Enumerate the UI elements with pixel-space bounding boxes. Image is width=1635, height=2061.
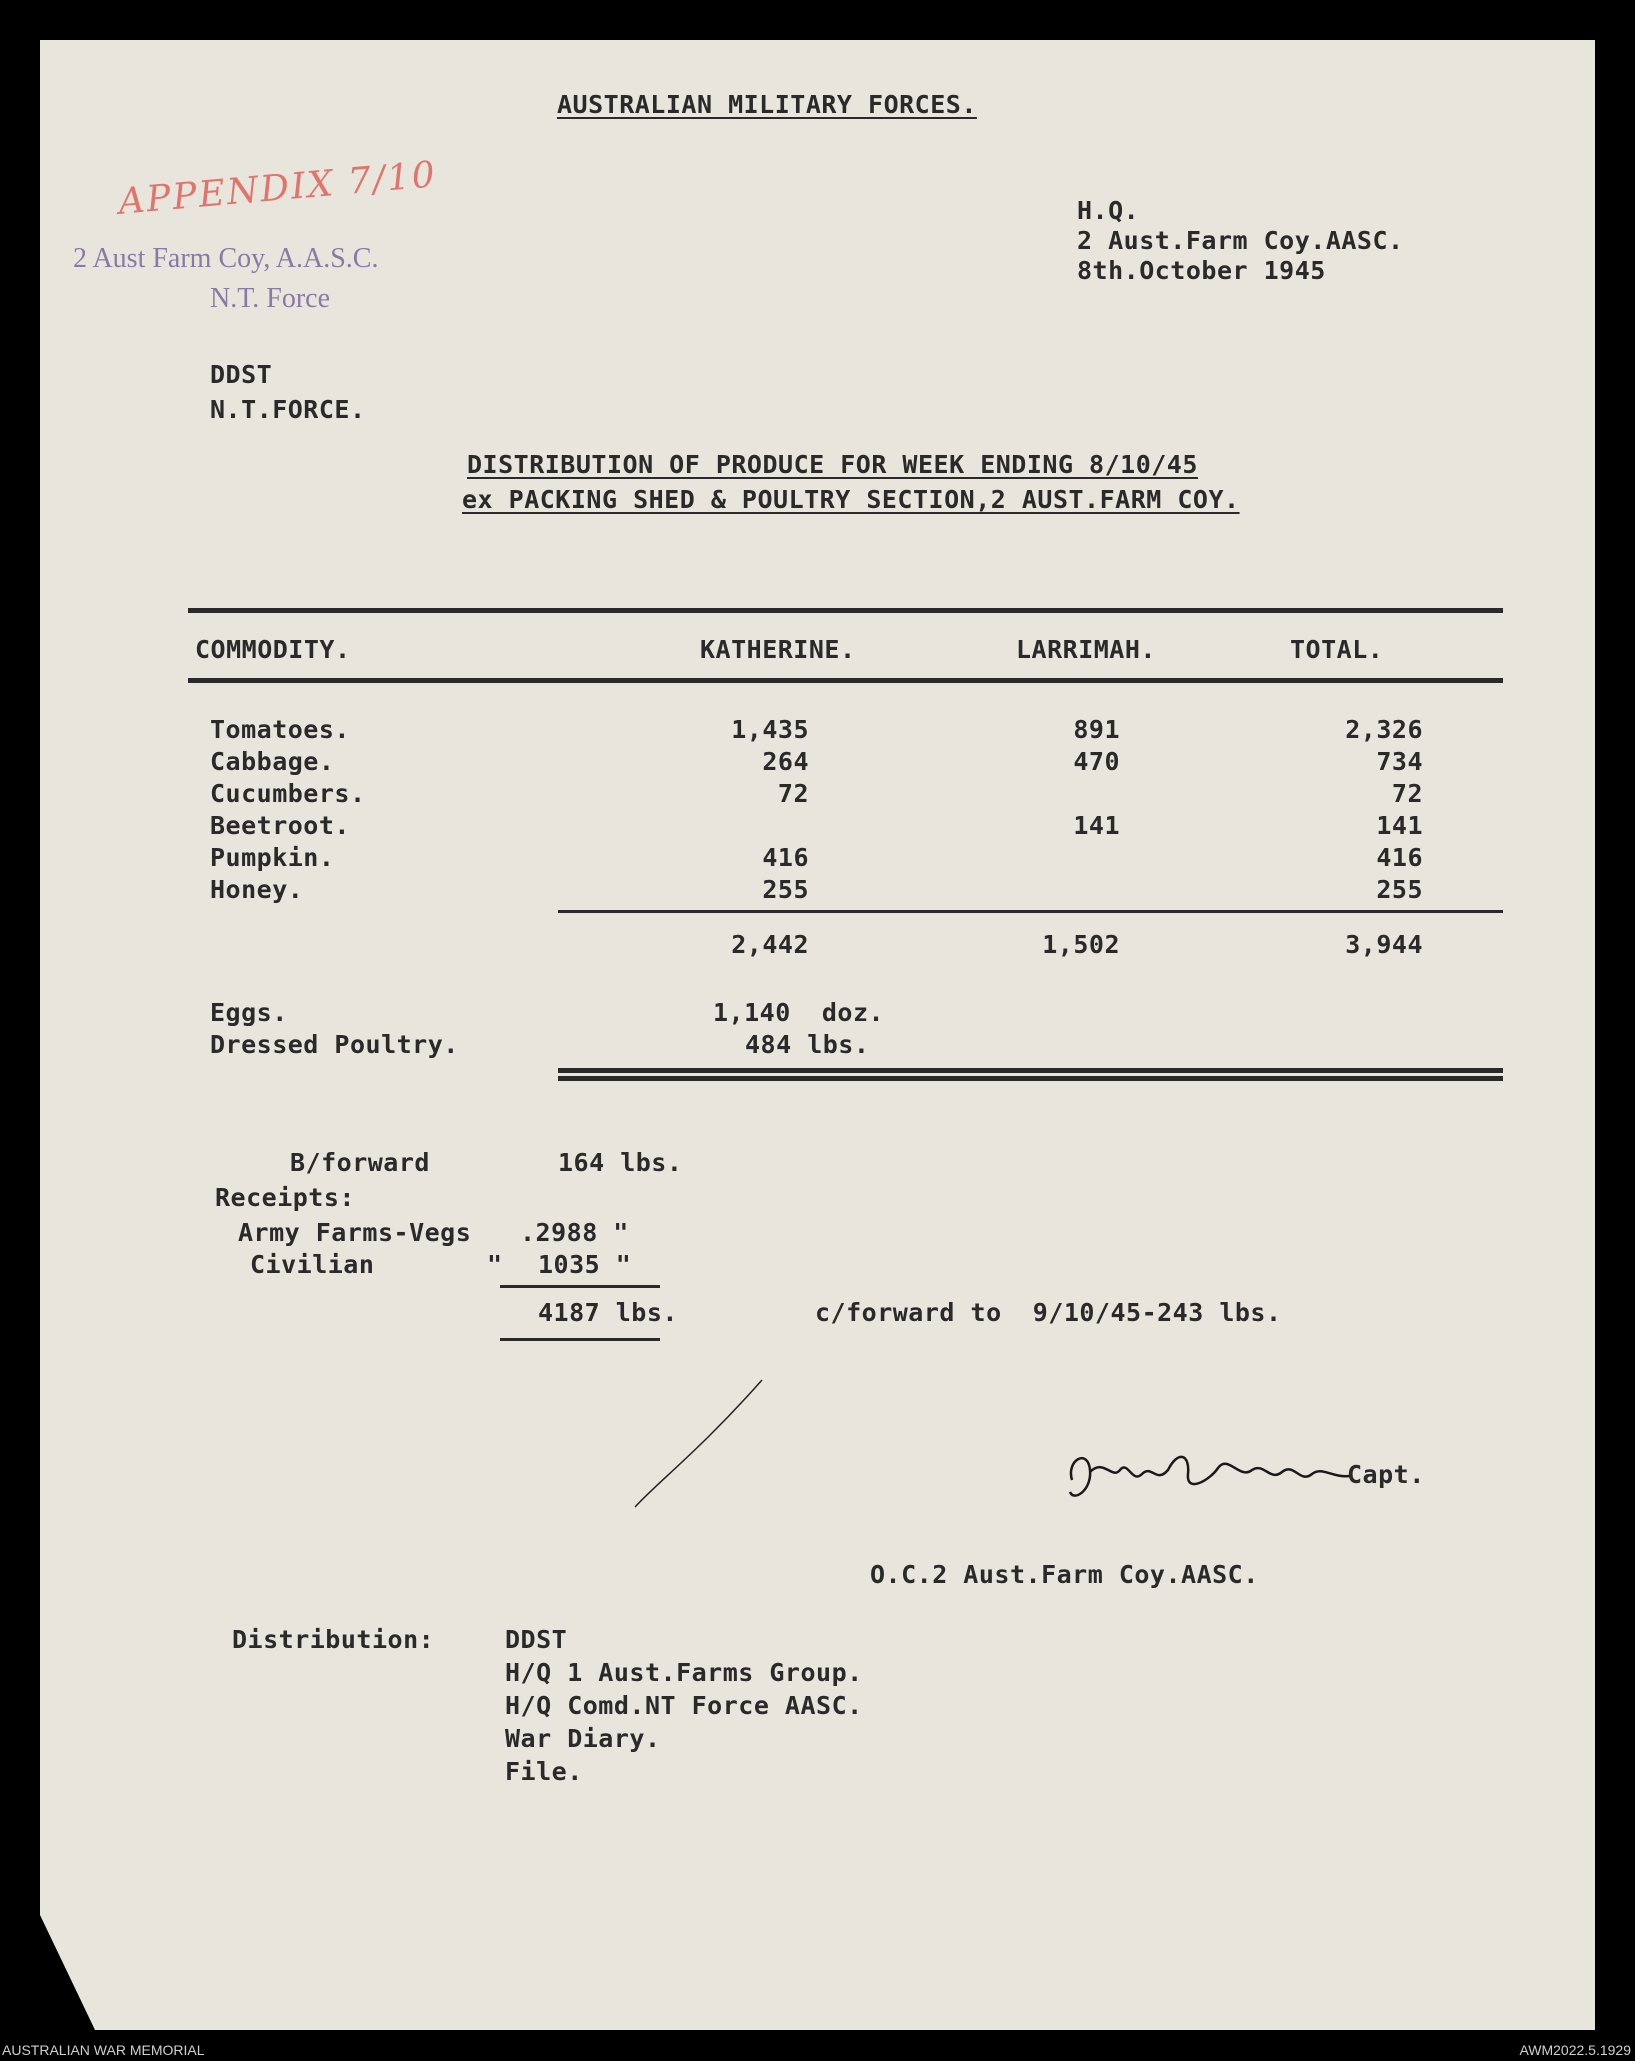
commodity-cell: Pumpkin.	[210, 843, 335, 872]
hq-line2: 2 Aust.Farm Coy.AASC.	[1077, 226, 1404, 255]
katherine-cell: 264	[762, 747, 809, 776]
total-cell: 141	[1376, 811, 1423, 840]
table-top-rule	[188, 608, 1503, 613]
katherine-cell: 1,435	[731, 715, 809, 744]
subject-line1: DISTRIBUTION OF PRODUCE FOR WEEK ENDING 8/10/45	[467, 450, 1198, 479]
table-header-katherine: KATHERINE.	[700, 635, 856, 664]
army-farms-value: .2988 "	[520, 1218, 629, 1247]
ledger-sum-rule	[500, 1285, 660, 1288]
addressee-line1: DDST	[210, 360, 273, 389]
katherine-cell: 72	[777, 779, 809, 808]
larrimah-cell: 470	[1073, 747, 1120, 776]
distribution-item: H/Q Comd.NT Force AASC.	[505, 1691, 863, 1720]
signature-scribble	[1060, 1440, 1360, 1510]
civilian-value: 1035 "	[538, 1250, 632, 1279]
commodity-cell: Cucumbers.	[210, 779, 366, 808]
total-cell: 72	[1391, 779, 1423, 808]
commodity-cell: Dressed Poultry.	[210, 1030, 459, 1059]
katherine-cell: 255	[762, 875, 809, 904]
commodity-cell: Tomatoes.	[210, 715, 350, 744]
grand-total: 3,944	[1345, 930, 1423, 959]
bforward-label: B/forward	[290, 1148, 430, 1177]
signatory-rank: Capt.	[1347, 1460, 1425, 1489]
ledger-bottom-rule	[500, 1338, 660, 1341]
distribution-item: DDST	[505, 1625, 568, 1654]
subject-line2: ex PACKING SHED & POULTRY SECTION,2 AUST.FARM COY.	[462, 485, 1240, 514]
signatory-title: O.C.2 Aust.Farm Coy.AASC.	[870, 1560, 1259, 1589]
commodity-cell: Cabbage.	[210, 747, 335, 776]
cforward-text: c/forward to 9/10/45-243 lbs.	[815, 1298, 1282, 1327]
total-cell: 255	[1376, 875, 1423, 904]
commodity-cell: Beetroot.	[210, 811, 350, 840]
distribution-item: File.	[505, 1757, 583, 1786]
total-cell: 416	[1376, 843, 1423, 872]
larrimah-cell: 141	[1073, 811, 1120, 840]
subtotal-rule	[558, 910, 1503, 913]
table-bottom-rule-2	[558, 1076, 1503, 1081]
civilian-ditto: "	[487, 1250, 503, 1279]
table-header-rule	[188, 678, 1503, 683]
distribution-label: Distribution:	[232, 1625, 435, 1654]
distribution-item: H/Q 1 Aust.Farms Group.	[505, 1658, 863, 1687]
handwritten-appendix-note: APPENDIX 7/10	[116, 154, 439, 223]
letter-date: 8th.October 1945	[1077, 256, 1326, 285]
table-bottom-rule-1	[558, 1068, 1503, 1073]
hq-line1: H.Q.	[1077, 196, 1140, 225]
civilian-label: Civilian	[250, 1250, 375, 1279]
distribution-item: War Diary.	[505, 1724, 661, 1753]
katherine-total: 2,442	[731, 930, 809, 959]
eggs-value: 1,140 doz.	[713, 998, 885, 1027]
commodity-cell: Honey.	[210, 875, 304, 904]
total-cell: 734	[1376, 747, 1423, 776]
table-header-total: TOTAL.	[1290, 635, 1384, 664]
army-farms-label: Army Farms-Vegs	[238, 1218, 472, 1247]
page-corner-fold	[40, 1915, 95, 2030]
archive-footer-right: AWM2022.5.1929	[1519, 2042, 1631, 2058]
larrimah-cell: 891	[1073, 715, 1120, 744]
total-cell: 2,326	[1345, 715, 1423, 744]
poultry-value: 484 lbs.	[745, 1030, 870, 1059]
bforward-value: 164 lbs.	[558, 1148, 683, 1177]
unit-stamp-line2: N.T. Force	[210, 283, 330, 314]
table-header-larrimah: LARRIMAH.	[1016, 635, 1156, 664]
table-header-commodity: COMMODITY.	[195, 635, 351, 664]
ledger-sum-value: 4187 lbs.	[538, 1298, 678, 1327]
katherine-cell: 416	[762, 843, 809, 872]
archive-footer-left: AUSTRALIAN WAR MEMORIAL	[2, 2042, 205, 2058]
document-title: AUSTRALIAN MILITARY FORCES.	[557, 90, 977, 119]
receipts-label: Receipts:	[215, 1183, 355, 1212]
unit-stamp-line1: 2 Aust Farm Coy, A.A.S.C.	[73, 243, 379, 274]
commodity-cell: Eggs.	[210, 998, 288, 1027]
pen-stroke-mark	[630, 1375, 770, 1515]
addressee-line2: N.T.FORCE.	[210, 395, 366, 424]
larrimah-total: 1,502	[1042, 930, 1120, 959]
